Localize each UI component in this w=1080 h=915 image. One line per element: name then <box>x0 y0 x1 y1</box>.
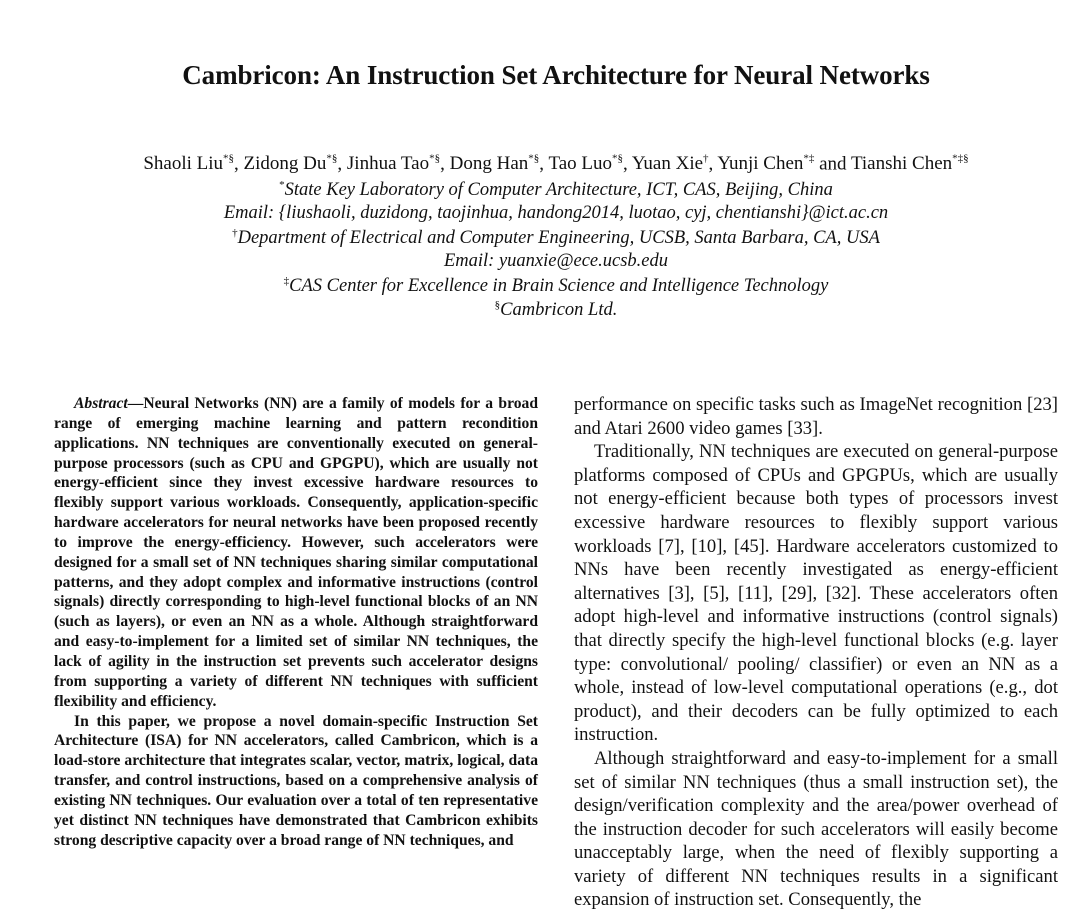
author: Tao Luo*§ <box>548 153 624 175</box>
paper-title: Cambricon: An Instruction Set Architecture for Neural Networks <box>182 60 930 90</box>
affiliation-email: Email: yuanxie@ece.ucsb.edu <box>443 251 669 271</box>
body-paragraph: Although straightforward and easy-to-implement for a small set of similar NN techniques (thus a small instruction set), the design/verification complexity and the area/power overhead of the instruction decoder for such accelerators will easily become unacceptably large, when the need of flexibly supporting a variety of different NN techniques results in a significant expansion of instruction set. Consequently, the <box>574 747 1058 911</box>
author: Yuan Xie† <box>631 153 709 175</box>
body-paragraph: performance on specific tasks such as ImageNet recognition [23] and Atari 2600 video games [33]. <box>574 394 1058 439</box>
author: Yunji Chen*‡ <box>717 153 815 175</box>
abstract-label: Abstract <box>74 395 128 412</box>
body-paragraph: Traditionally, NN techniques are executed on general-purpose platforms composed of CPUs and GPGPUs, which are usually not energy-efficient because both types of processors invest excessive hardware resources to flexibly support various workloads [7], [10], [45]. Hardware accelerators customized to NNs have been recently investigated as energy-efficient alternatives [3], [5], [11], [29], [32]. These accelerators often adopt high-level and informative instructions (control signals) that directly specify the high-level functional blocks (e.g. layer type: convolutional/ pooling/ classifier) or even an NN as a whole, instead of low-level computational operations (e.g., dot product), and their decoders can be fully optimized to each instruction. <box>574 441 1058 746</box>
affiliation-line: ‡CAS Center for Excellence in Brain Science and Intelligence Technology <box>283 275 829 297</box>
author: Dong Han*§ <box>449 153 540 175</box>
author: Jinhua Tao*§ <box>346 153 441 175</box>
affiliation-email: Email: {liushaoli, duzidong, taojinhua, handong2014, luotao, cyj, chentianshi}@ict.ac.cn <box>223 203 889 223</box>
affiliation-line: §Cambricon Ltd. <box>494 299 618 321</box>
author: Tianshi Chen*‡§ <box>850 153 969 175</box>
abstract-paragraph: Abstract—Neural Networks (NN) are a family of models for a broad range of emerging machine learning and pattern recondition applications. NN techniques are conventionally executed on general-purpose processors (such as CPU and GPGPU), which are usually not energy-efficient since they invest excessive hardware resources to flexibly support various workloads. Consequently, application-specific hardware accelerators for neural networks have been proposed recently to improve the energy-efficiency. However, such accelerators were designed for a small set of NN techniques sharing similar computational patterns, and they adopt complex and informative instructions (control signals) directly corresponding to high-level functional blocks of an NN (such as layers), or even an NN as a whole. Although straightforward and easy-to-implement for a limited set of similar NN techniques, the lack of agility in the instruction set prevents such accelerator designs from supporting a variety of different NN techniques with sufficient flexibility and efficiency. <box>54 395 538 710</box>
author: Zidong Du*§ <box>243 153 338 175</box>
abstract-paragraph: In this paper, we propose a novel domain-specific Instruction Set Architecture (ISA) for NN accelerators, called Cambricon, which is a load-store architecture that integrates scalar, vector, matrix, logical, data transfer, and control instructions, based on a comprehensive analysis of existing NN techniques. Our evaluation over a total of ten representative yet distinct NN techniques have demonstrated that Cambricon exhibits strong descriptive capacity over a broad range of NN techniques, and <box>54 712 538 849</box>
affiliation-line: †Department of Electrical and Computer Engineering, UCSB, Santa Barbara, CA, USA <box>232 227 880 249</box>
abstract-column <box>54 394 538 850</box>
body-column <box>574 393 1058 912</box>
author: Shaoli Liu*§ <box>143 153 235 175</box>
affiliation-line: *State Key Laboratory of Computer Architecture, ICT, CAS, Beijing, China <box>279 179 833 201</box>
author-list: Shaoli Liu*§, Zidong Du*§, Jinhua Tao*§, Dong Han*§, Tao Luo*§, Yuan Xie†, Yunji Chen*‡ and Tianshi Chen*‡§ <box>143 153 969 175</box>
